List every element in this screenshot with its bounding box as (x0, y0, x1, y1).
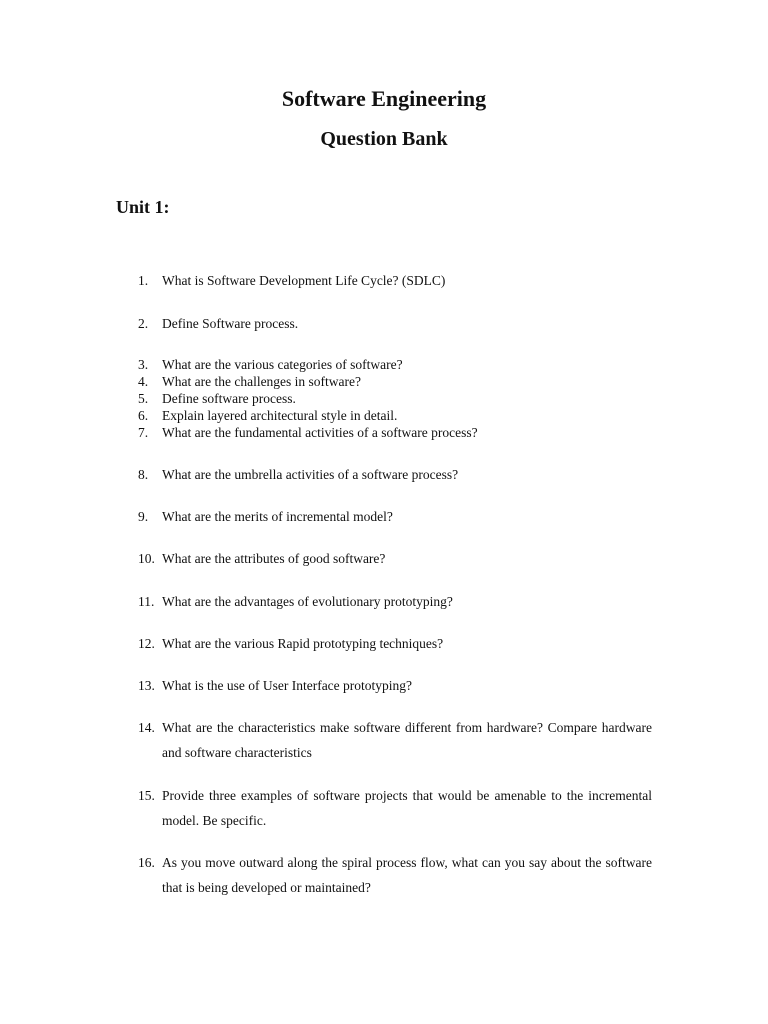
question-item (138, 677, 652, 694)
question-text: Provide three examples of software projects that would be amenable to the incremental model. Be specific. (162, 788, 652, 828)
question-text: What are the merits of incremental model? (162, 509, 393, 524)
question-number: 1. (138, 273, 149, 288)
question-text: What is Software Development Life Cycle? (SDLC) (162, 273, 446, 288)
question-text: What are the attributes of good software? (162, 551, 386, 566)
question-number: 4. (138, 374, 149, 389)
question-number: 3. (138, 357, 149, 372)
question-number: 11. (138, 594, 155, 609)
unit-heading: Unit 1: (116, 197, 170, 217)
question-text: What are the characteristics make software different from hardware? Compare hardware and software characteristics (162, 720, 652, 760)
question-number: 10. (138, 551, 155, 566)
question-number: 6. (138, 408, 149, 423)
question-item (138, 635, 652, 652)
question-text: What are the challenges in software? (162, 374, 362, 389)
question-item (138, 593, 652, 610)
question-number: 2. (138, 316, 149, 331)
question-text: What are the various Rapid prototyping techniques? (162, 636, 444, 651)
question-text: Define software process. (162, 391, 296, 406)
question-text: What are the advantages of evolutionary prototyping? (162, 594, 453, 609)
question-text: What are the umbrella activities of a software process? (162, 467, 459, 482)
question-number: 7. (138, 425, 149, 440)
question-text: Explain layered architectural style in detail. (162, 408, 398, 423)
question-number: 5. (138, 391, 149, 406)
question-item (138, 715, 652, 765)
question-text: Define Software process. (162, 316, 299, 331)
question-item (138, 424, 652, 441)
question-number: 12. (138, 636, 155, 651)
question-item (138, 508, 652, 525)
document-title: Software Engineering (281, 86, 487, 111)
question-number: 14. (138, 720, 155, 735)
question-item (138, 407, 652, 424)
question-item (138, 373, 652, 390)
question-item (138, 466, 652, 483)
question-number: 15. (138, 788, 155, 803)
question-text: As you move outward along the spiral process flow, what can you say about the software that is being developed or maintained? (162, 855, 652, 895)
question-number: 16. (138, 855, 155, 870)
question-text: What are the various categories of software? (162, 357, 403, 372)
question-item (138, 315, 652, 332)
question-text: What is the use of User Interface prototyping? (162, 678, 413, 693)
document-subtitle: Question Bank (320, 128, 448, 150)
question-item (138, 783, 652, 833)
question-text: What are the fundamental activities of a software process? (162, 425, 478, 440)
question-number: 13. (138, 678, 155, 693)
question-item (138, 850, 652, 900)
question-item (138, 390, 652, 407)
question-item (138, 272, 652, 289)
question-item (138, 356, 652, 373)
question-number: 9. (138, 509, 149, 524)
question-number: 8. (138, 467, 149, 482)
question-item (138, 550, 652, 567)
